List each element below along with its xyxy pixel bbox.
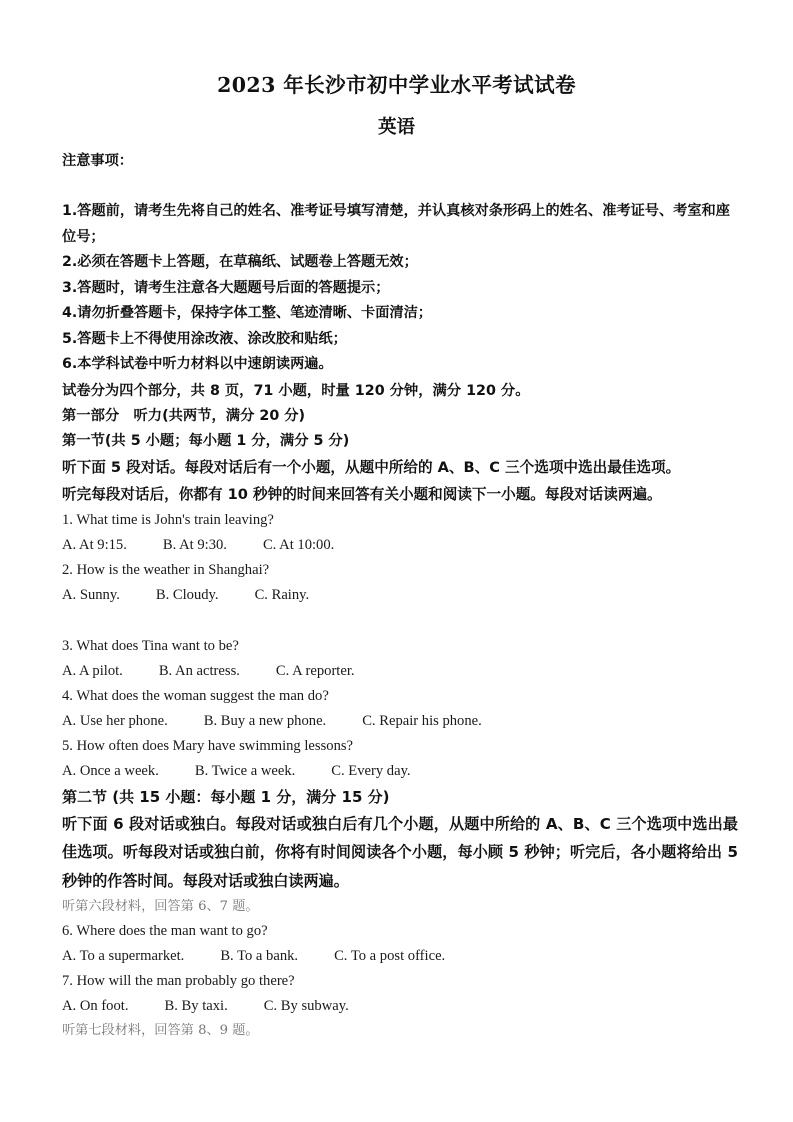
question-5-option-a[interactable]: A. Once a week. <box>62 762 159 779</box>
question-1-text: 1. What time is John's train leaving? <box>62 511 274 528</box>
question-3-option-a[interactable]: A. A pilot. <box>62 662 123 679</box>
question-4-text: 4. What does the woman suggest the man do? <box>62 687 329 704</box>
question-1-option-a[interactable]: A. At 9:15. <box>62 536 127 553</box>
question-3-text: 3. What does Tina want to be? <box>62 637 239 654</box>
page-subtitle: 英语 <box>377 117 415 138</box>
section-two-instruction: 听下面 6 段对话或独白。每段对话或独白后有几个小题，从题中所给的 A、B、C 三个选项中选出最佳选项。听每段对话或独白前，你将有时间阅读各个小题，每小顾 5 秒钟；听完后，各小题将给出 5 秒钟的作答时间。每段对话或独白读两遍。 <box>62 814 738 890</box>
question-2-text: 2. How is the weather in Shanghai? <box>62 561 270 578</box>
question-4-option-c[interactable]: C. Repair his phone. <box>362 712 482 729</box>
question-2-option-c[interactable]: C. Rainy. <box>254 586 310 603</box>
section-one-heading: 第一节(共 5 小题；每小题 1 分，满分 5 分) <box>62 432 350 449</box>
question-6-options <box>62 944 738 969</box>
page-title: 2023 年长沙市初中学业水平考试试卷 <box>217 73 576 97</box>
question-3-options <box>62 659 738 684</box>
question-5-text: 5. How often does Mary have swimming lessons? <box>62 737 354 754</box>
notice-item-6: 6.本学科试卷中听力材料以中速朗读两遍。 <box>62 356 333 372</box>
question-5-options <box>62 759 738 784</box>
question-7-option-c[interactable]: C. By subway. <box>263 998 349 1014</box>
section-two-heading: 第二节 (共 15 小题：每小题 1 分，满分 15 分) <box>62 787 390 806</box>
question-5-option-c[interactable]: C. Every day. <box>331 762 411 779</box>
notice-heading: 注意事项： <box>62 153 133 169</box>
listening-cue-material-six: 听第六段材料，回答第 6、7 题。 <box>62 899 259 914</box>
question-6-option-c[interactable]: C. To a post office. <box>334 948 446 964</box>
listening-cue-material-seven: 听第七段材料，回答第 8、9 题。 <box>62 1023 259 1038</box>
question-3-option-c[interactable]: C. A reporter. <box>275 662 355 679</box>
question-4-option-a[interactable]: A. Use her phone. <box>62 712 168 729</box>
notice-item-5: 5.答题卡上不得使用涂改液、涂改胶和贴纸； <box>62 330 347 347</box>
paper-summary: 试卷分为四个部分，共 8 页，71 小题，时量 120 分钟，满分 120 分。 <box>62 382 530 399</box>
question-6-option-b[interactable]: B. To a bank. <box>220 948 299 964</box>
question-1-options <box>62 533 738 558</box>
spacer-after-notice-heading <box>62 170 738 199</box>
notice-item-1: 1.答题前，请考生先将自己的姓名、准考证号填写清楚，并认真核对条形码上的姓名、准考证号、考室和座位号； <box>62 203 730 245</box>
question-4-options <box>62 709 738 734</box>
document-body <box>62 150 738 1043</box>
question-2-option-a[interactable]: A. Sunny. <box>62 586 120 603</box>
question-7-options <box>62 994 738 1019</box>
question-3-option-b[interactable]: B. An actress. <box>158 662 240 679</box>
notice-item-2: 2.必须在答题卡上答题，在草稿纸、试题卷上答题无效； <box>62 254 418 270</box>
section-one-instruction-line-1: 听下面 5 段对话。每段对话后有一个小题，从题中所给的 A、B、C 三个选项中选出最佳选项。 <box>62 458 681 476</box>
question-7-option-a[interactable]: A. On foot. <box>62 998 129 1014</box>
question-7-option-b[interactable]: B. By taxi. <box>164 998 228 1014</box>
question-1-option-c[interactable]: C. At 10:00. <box>262 536 335 553</box>
question-5-option-b[interactable]: B. Twice a week. <box>194 762 296 779</box>
notice-item-4: 4.请勿折叠答题卡，保持字体工整、笔迹清晰、卡面清洁； <box>62 305 432 321</box>
question-6-text: 6. Where does the man want to go? <box>62 923 268 939</box>
spacer-between-q2-and-q3 <box>62 608 738 634</box>
part-one-heading: 第一部分 听力(共两节，满分 20 分) <box>62 407 306 424</box>
question-2-option-b[interactable]: B. Cloudy. <box>155 586 219 603</box>
question-2-options <box>62 583 738 608</box>
question-1-option-b[interactable]: B. At 9:30. <box>162 536 227 553</box>
question-6-option-a[interactable]: A. To a supermarket. <box>62 948 185 964</box>
question-7-text: 7. How will the man probably go there? <box>62 973 295 989</box>
notice-item-3: 3.答题时，请考生注意各大题题号后面的答题提示； <box>62 279 390 296</box>
question-4-option-b[interactable]: B. Buy a new phone. <box>203 712 327 729</box>
section-one-instruction-line-2: 听完每段对话后，你都有 10 秒钟的时间来回答有关小题和阅读下一小题。每段对话读两遍。 <box>62 485 662 503</box>
